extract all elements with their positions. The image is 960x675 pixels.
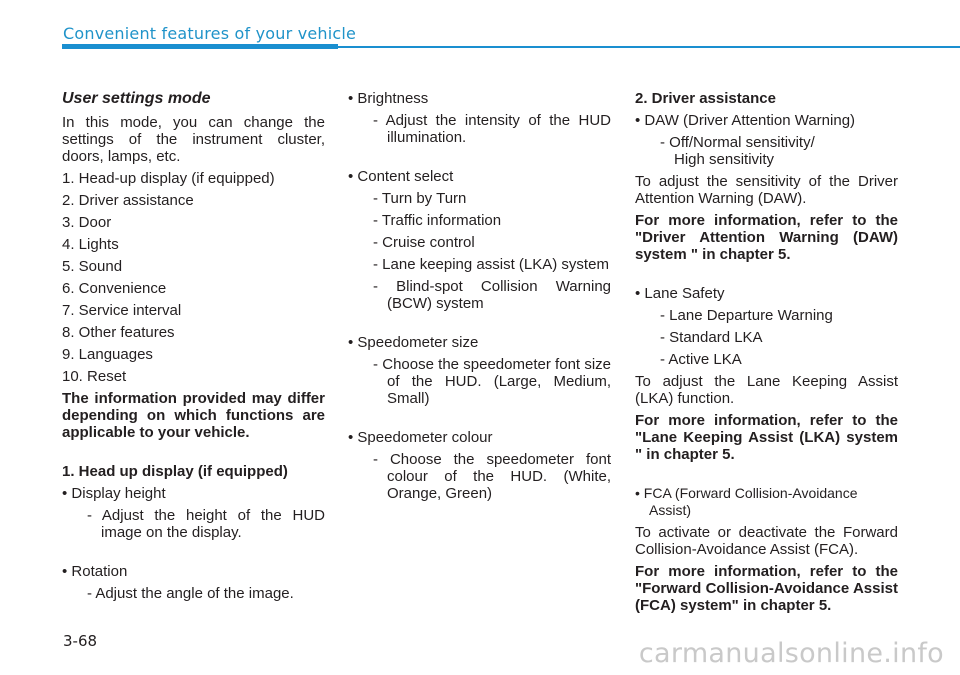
description-paragraph: To adjust the sensitivity of the Driver Attention Warning (DAW).	[635, 173, 898, 207]
dash-item: - Active LKA	[660, 351, 742, 368]
intro-paragraph: In this mode, you can change the settings of the instrument cluster, doors, lamps, etc.	[62, 114, 325, 165]
dash-item: - Standard LKA	[660, 329, 763, 346]
menu-item: 2. Driver assistance	[62, 192, 194, 209]
dash-item: - Choose the speedometer font colour of the HUD. (White, Orange, Green)	[373, 451, 611, 502]
subsection-heading: 1. Head up display (if equipped)	[62, 463, 288, 480]
availability-note: The information provided may differ depending on which functions are applicable to your vehicle.	[62, 390, 325, 441]
watermark: carmanualsonline.info	[638, 638, 944, 669]
menu-item: 4. Lights	[62, 236, 119, 253]
description-paragraph: To adjust the Lane Keeping Assist (LKA) function.	[635, 373, 898, 407]
dash-item: - Adjust the intensity of the HUD illumination.	[373, 112, 611, 146]
dash-item: - Lane Departure Warning	[660, 307, 833, 324]
dash-item: - Cruise control	[373, 234, 475, 251]
bullet-item: • Speedometer size	[348, 334, 479, 351]
section-heading: User settings mode	[62, 90, 211, 107]
dash-item: - Adjust the height of the HUD image on the display.	[87, 507, 325, 541]
bullet-item: • Content select	[348, 168, 454, 185]
menu-item: 6. Convenience	[62, 280, 167, 297]
dash-item: - Choose the speedometer font size of the HUD. (Large, Medium, Small)	[373, 356, 611, 407]
bullet-item: • FCA (Forward Collision-Avoidance Assist)	[635, 485, 858, 518]
reference-note: For more information, refer to the "Forward Collision-Avoidance Assist (FCA) system" in chapter 5.	[635, 563, 898, 614]
header-rule-thick	[62, 44, 338, 49]
page-header-title: Convenient features of your vehicle	[63, 24, 357, 43]
bullet-item: • DAW (Driver Attention Warning)	[635, 112, 856, 129]
reference-note: For more information, refer to the "Lane Keeping Assist (LKA) system " in chapter 5.	[635, 412, 898, 463]
bullet-item: • Rotation	[62, 563, 128, 580]
menu-item: 5. Sound	[62, 258, 123, 275]
subsection-heading: 2. Driver assistance	[635, 90, 776, 107]
bullet-item: • Brightness	[348, 90, 429, 107]
menu-item: 8. Other features	[62, 324, 175, 341]
bullet-item: • Display height	[62, 485, 166, 502]
menu-item: 7. Service interval	[62, 302, 182, 319]
column-right	[635, 90, 898, 619]
dash-item: - Blind-spot Collision Warning (BCW) system	[373, 278, 611, 312]
dash-item-continued: High sensitivity	[674, 151, 775, 168]
column-middle	[348, 90, 611, 507]
column-left	[62, 90, 325, 607]
dash-item: - Off/Normal sensitivity/	[660, 134, 815, 151]
menu-item: 10. Reset	[62, 368, 127, 385]
menu-item: 3. Door	[62, 214, 112, 231]
menu-item: 1. Head-up display (if equipped)	[62, 170, 275, 187]
dash-item: - Turn by Turn	[373, 190, 467, 207]
menu-item: 9. Languages	[62, 346, 153, 363]
dash-item: - Lane keeping assist (LKA) system	[373, 256, 609, 273]
header-rule-thin	[338, 46, 960, 48]
dash-item: - Adjust the angle of the image.	[87, 585, 294, 602]
reference-note: For more information, refer to the "Driver Attention Warning (DAW) system " in chapter 5.	[635, 212, 898, 263]
bullet-item: • Lane Safety	[635, 285, 725, 302]
page-number: 3-68	[63, 632, 98, 650]
description-paragraph: To activate or deactivate the Forward Collision-Avoidance Assist (FCA).	[635, 524, 898, 558]
bullet-item: • Speedometer colour	[348, 429, 493, 446]
dash-item: - Traffic information	[373, 212, 502, 229]
